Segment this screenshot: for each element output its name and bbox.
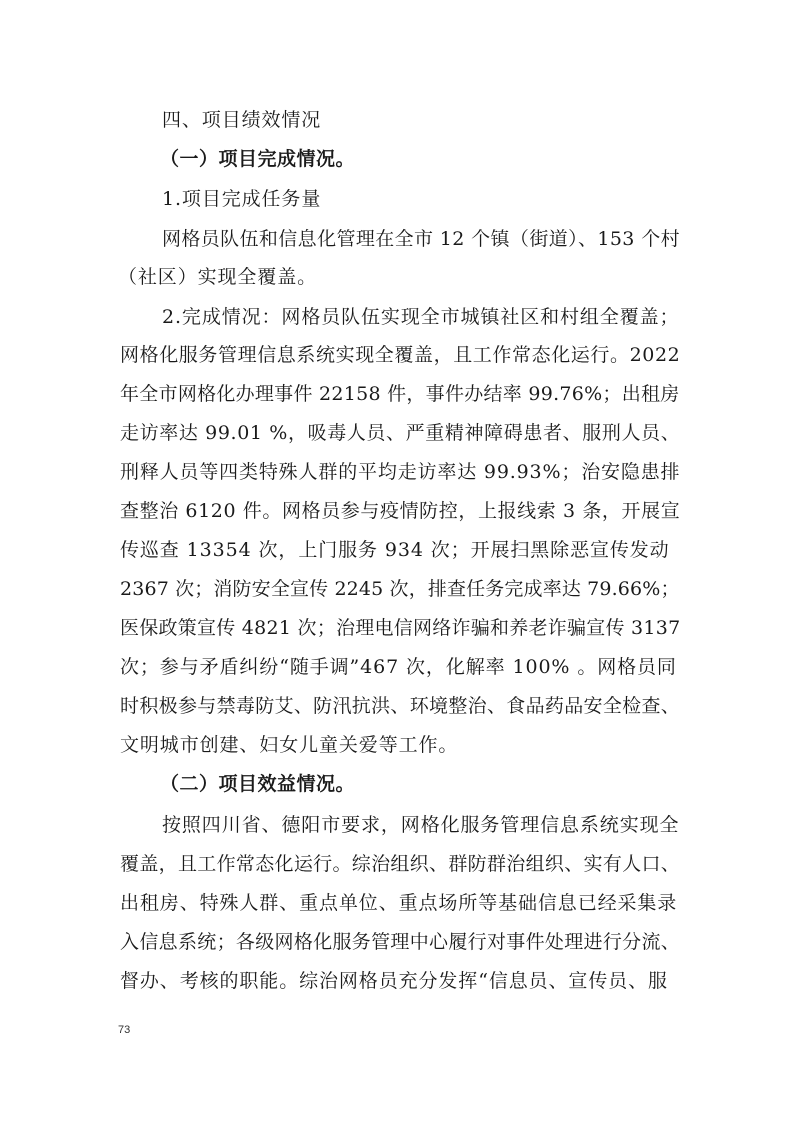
paragraph-line: 走访率达 99.01 %，吸毒人员、严重精神障碍患者、服刑人员、 — [120, 422, 681, 444]
section-heading: 四、项目绩效情况 — [162, 109, 322, 131]
paragraph-line: 2367 次；消防安全宣传 2245 次，排查任务完成率达 79.66%； — [120, 578, 680, 600]
paragraph-line: 网格化服务管理信息系统实现全覆盖，且工作常态化运行。2022 — [120, 344, 681, 366]
subsection-heading: （二）项目效益情况。 — [160, 773, 356, 795]
paragraph-line: 按照四川省、德阳市要求，网格化服务管理信息系统实现全 — [162, 814, 680, 836]
paragraph-line: 传巡查 13354 次，上门服务 934 次；开展扫黑除恶宣传发动 — [120, 539, 670, 561]
paragraph-line: 刑释人员等四类特殊人群的平均走访率达 99.93%；治安隐患排 — [120, 461, 681, 483]
paragraph-line: （社区）实现全覆盖。 — [118, 266, 318, 288]
paragraph-line: 2.完成情况：网格员队伍实现全市城镇社区和村组全覆盖； — [162, 306, 680, 328]
paragraph-line: 出租房、特殊人群、重点单位、重点场所等基础信息已经采集录 — [120, 892, 678, 914]
paragraph-line: 年全市网格化办理事件 22158 件，事件办结率 99.76%；出租房 — [120, 383, 680, 405]
item-heading: 1.项目完成任务量 — [162, 188, 322, 210]
paragraph-line: 医保政策宣传 4821 次；治理电信网络诈骗和养老诈骗宣传 3137 — [120, 617, 681, 639]
paragraph-line: 时积极参与禁毒防艾、防汛抗洪、环境整治、食品药品安全检查、 — [120, 695, 681, 717]
paragraph-line: 查整治 6120 件。网格员参与疫情防控，上报线索 3 条，开展宣 — [120, 500, 681, 522]
paragraph-line: 入信息系统；各级网格化服务管理中心履行对事件处理进行分流、 — [120, 931, 681, 953]
subsection-heading: （一）项目完成情况。 — [160, 148, 356, 170]
page-number: 73 — [118, 1024, 131, 1036]
paragraph-line: 督办、考核的职能。综治网格员充分发挥“信息员、宣传员、服 — [120, 970, 668, 992]
paragraph-line: 网格员队伍和信息化管理在全市 12 个镇（街道）、153 个村 — [162, 228, 680, 250]
paragraph-line: 覆盖，且工作常态化运行。综治组织、群防群治组织、实有人口、 — [120, 853, 681, 875]
paragraph-line: 文明城市创建、妇女儿童关爱等工作。 — [120, 734, 459, 756]
paragraph-line: 次；参与矛盾纠纷“随手调”467 次，化解率 100% 。网格员同 — [120, 656, 677, 678]
